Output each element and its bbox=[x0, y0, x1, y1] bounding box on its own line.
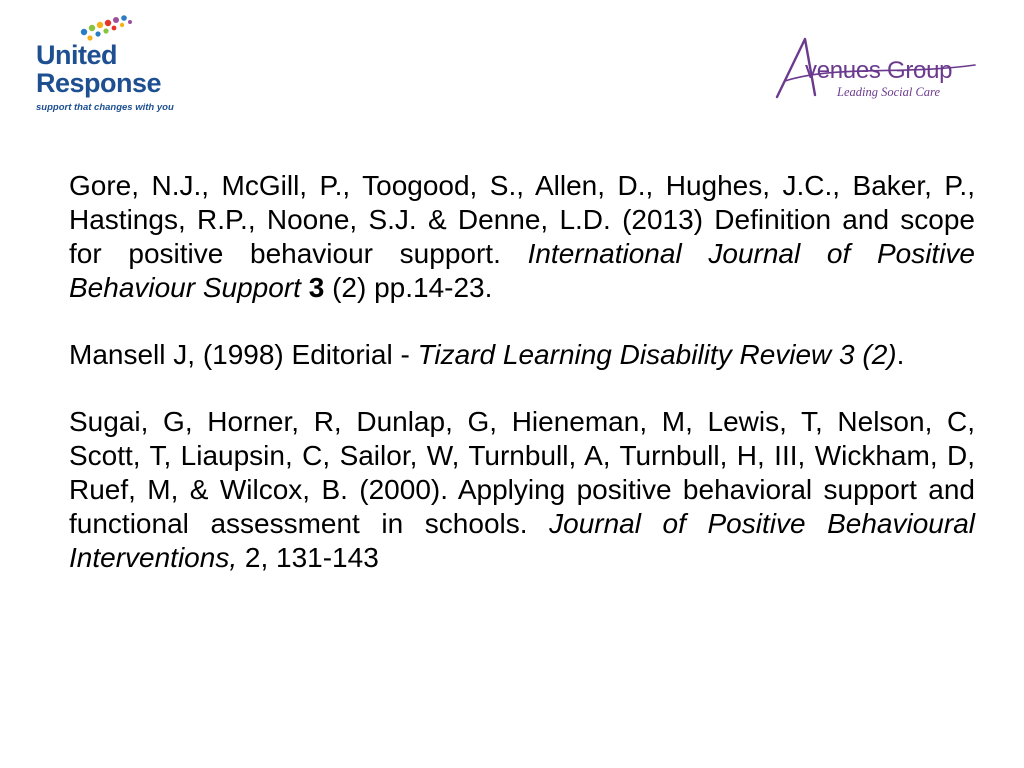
united-response-logo bbox=[30, 10, 195, 122]
reference-authors: Mansell J, (1998) Editorial - bbox=[69, 339, 418, 370]
united-response-tagline: support that changes with you bbox=[36, 102, 174, 113]
reference-authors: Sugai, G, Horner, R, Dunlap, G, Hieneman, M, Lewis, T, Nelson, C, Scott, T, Liaupsin, C, Sailor, W, Turnbull, A, Turnbull, H, III, Wickham, D, Ruef, M, & Wilcox, B. (2000). Applying positive behavioral support and functional assessment in schools. bbox=[69, 406, 975, 539]
reference-journal: Tizard Learning Disability Review 3 (2) bbox=[417, 339, 897, 370]
avenues-group-tagline: Leading Social Care bbox=[837, 85, 941, 99]
reference-item bbox=[69, 169, 975, 305]
reference-item bbox=[69, 405, 975, 575]
reference-authors: Gore, N.J., McGill, P., Toogood, S., Allen, D., Hughes, J.C., Baker, P., Hastings, R.P., Noone, S.J. & Denne, L.D. (2013) Definition and scope for positive behaviour support. bbox=[69, 170, 975, 269]
reference-item bbox=[69, 338, 975, 372]
reference-tail: (2) pp.14-23. bbox=[324, 272, 493, 303]
united-response-logo-line2: Response bbox=[36, 68, 162, 98]
reference-tail: . bbox=[896, 339, 905, 370]
reference-volume: 3 bbox=[308, 272, 325, 303]
avenues-group-logo-name: venues Group bbox=[805, 57, 953, 84]
avenues-group-logo bbox=[775, 35, 1000, 105]
united-response-logo-line1: United bbox=[36, 40, 117, 70]
reference-journal: International Journal of Positive Behaviour Support bbox=[69, 238, 975, 303]
reference-list bbox=[69, 169, 975, 575]
reference-tail: 2, 131-143 bbox=[237, 542, 379, 573]
reference-journal: Journal of Positive Behavioural Interventions, bbox=[69, 508, 975, 573]
